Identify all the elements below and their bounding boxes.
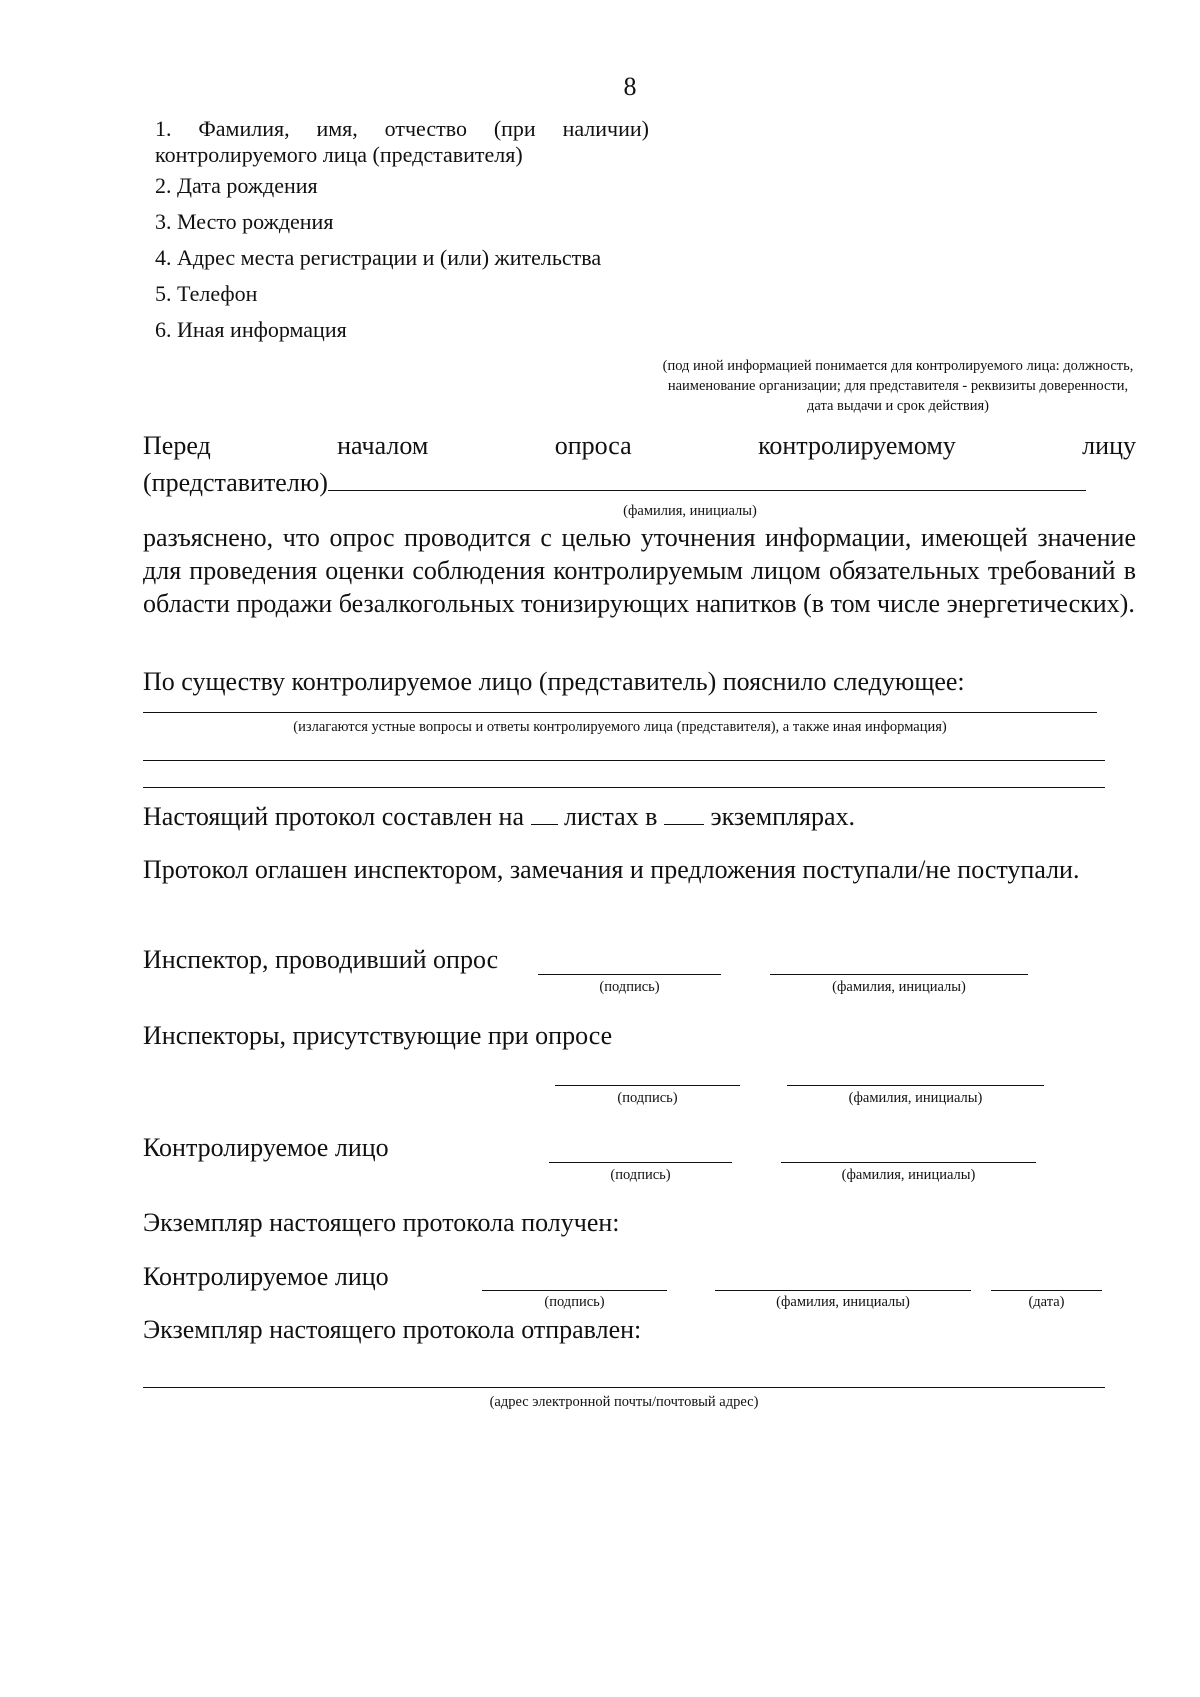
name-caption: (фамилия, инициалы)	[623, 503, 757, 519]
other-info-note: (под иной информацией понимается для контролируемого лица: должность, наименование организации; для представителя - реквизиты доверенности, дата выдачи и срок действия)	[662, 358, 1134, 414]
present-signature-caption: (подпись)	[617, 1090, 678, 1106]
field-birth-date: 2. Дата рождения	[155, 173, 318, 198]
present-signature-rule	[555, 1085, 740, 1086]
answers-caption: (излагаются устные вопросы и ответы контролируемого лица (представителя), а также иная информация)	[293, 719, 947, 735]
received-signature-rule	[482, 1290, 667, 1291]
name-blank	[328, 489, 1086, 491]
controlled-signature-rule	[549, 1162, 732, 1163]
before-interview-line: Перед началом опроса контролируемому лицу	[143, 431, 1136, 460]
answers-rule-1	[143, 712, 1097, 713]
present-name-rule	[787, 1085, 1044, 1086]
inspector-label: Инспектор, проводивший опрос	[143, 945, 499, 974]
representative-label: (представителю)	[143, 468, 328, 497]
address-caption: (адрес электронной почты/почтовый адрес)	[489, 1394, 759, 1410]
field-other-info: 6. Иная информация	[155, 317, 347, 342]
inspector-name-rule	[770, 974, 1028, 975]
before-interview-line-2	[143, 466, 1136, 499]
page-number: 8	[623, 72, 637, 101]
inspector-signature-rule	[538, 974, 721, 975]
announcement-paragraph: Протокол оглашен инспектором, замечания и предложения поступали/не поступали.	[143, 855, 1080, 884]
copy-received-label: Экземпляр настоящего протокола получен:	[143, 1208, 620, 1237]
received-date-caption: (дата)	[1028, 1294, 1065, 1310]
answers-rule-2	[143, 760, 1105, 761]
inspector-name-caption: (фамилия, инициалы)	[832, 979, 966, 995]
sheets-count-blank	[531, 823, 558, 825]
explanation-paragraph: разъяснено, что опрос проводится с целью уточнения информации, имеющей значение для проведения оценки соблюдения контролируемым лицом обязательных требований в области продажи безалкогольных тонизирующих напитков (в том числе энергетических).	[143, 523, 1136, 618]
answers-rule-3	[143, 787, 1105, 788]
received-signature-caption: (подпись)	[544, 1294, 605, 1310]
controlled-person-label: Контролируемое лицо	[143, 1133, 389, 1162]
controlled-signature-caption: (подпись)	[610, 1167, 671, 1183]
copy-sent-label: Экземпляр настоящего протокола отправлен:	[143, 1315, 642, 1344]
field-birth-place: 3. Место рождения	[155, 209, 334, 234]
address-rule	[143, 1387, 1105, 1388]
received-name-rule	[715, 1290, 971, 1291]
essence-line: По существу контролируемое лицо (представитель) пояснило следующее:	[143, 667, 965, 696]
inspector-signature-caption: (подпись)	[599, 979, 660, 995]
controlled-name-rule	[781, 1162, 1036, 1163]
field-phone: 5. Телефон	[155, 281, 258, 306]
copies-count-blank	[664, 823, 704, 825]
sheets-line: Настоящий протокол составлен на листах в экземплярах.	[143, 802, 856, 831]
controlled-name-caption: (фамилия, инициалы)	[841, 1167, 976, 1183]
received-person-label: Контролируемое лицо	[143, 1262, 389, 1291]
field-address: 4. Адрес места регистрации и (или) жительства	[155, 245, 602, 270]
received-date-rule	[991, 1290, 1102, 1291]
present-name-caption: (фамилия, инициалы)	[848, 1090, 983, 1106]
received-name-caption: (фамилия, инициалы)	[776, 1294, 910, 1310]
field-full-name: 1. Фамилия, имя, отчество (при наличии) контролируемого лица (представителя)	[155, 116, 649, 167]
inspectors-present-label: Инспекторы, присутствующие при опросе	[143, 1021, 613, 1050]
